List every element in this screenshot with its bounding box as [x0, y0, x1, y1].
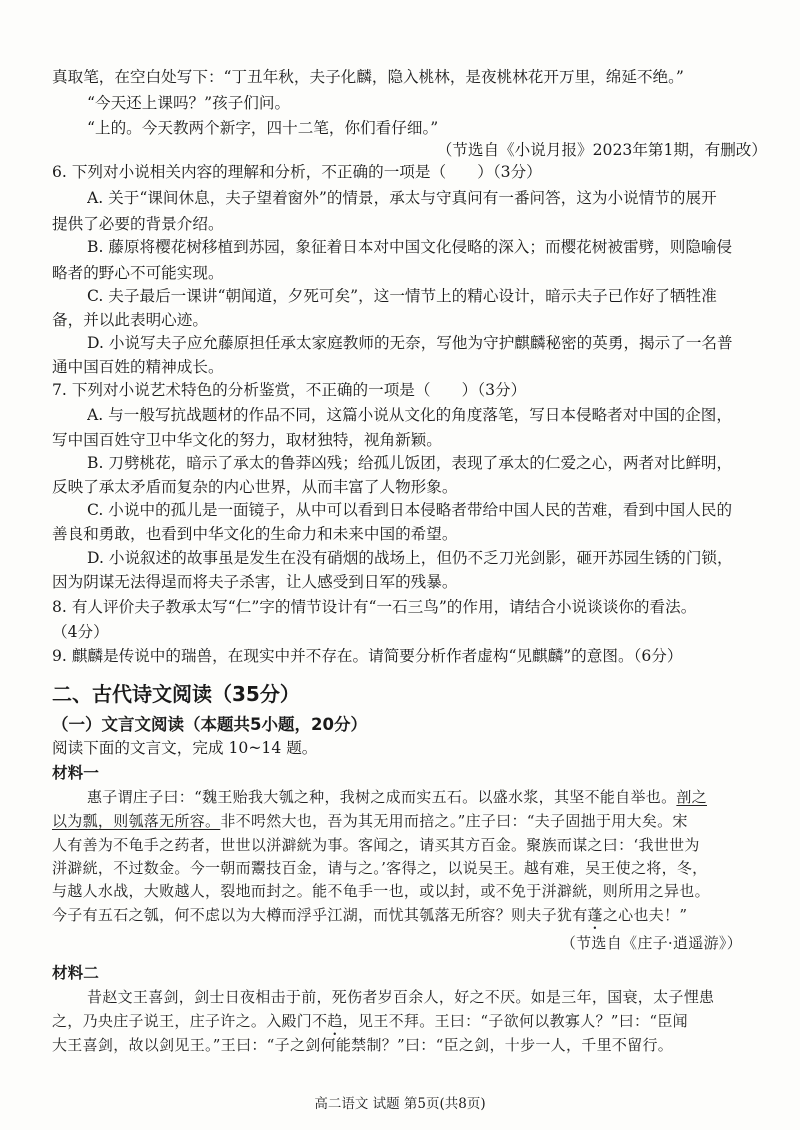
material-1-label: 材料一 — [52, 764, 99, 782]
text-span: 之心也夫！” — [602, 906, 688, 924]
text-span: 之，乃央庄子说王，庄子许之。入殿门不 — [52, 1012, 328, 1030]
material-2-label: 材料二 — [52, 964, 99, 982]
section-2-title: 二、古代诗文阅读（35分） — [52, 682, 300, 706]
material-1-line: 人有善为不龟手之药者，世世以洴澼絖为事。客闻之，请买其方百金。聚族而谋之曰：‘我世世为 — [52, 836, 700, 854]
q6-option-d: D. 小说写夫子应允藤原担任承太家庭教师的无奈，写他为守护麒麟秘密的英勇，揭示了一名普 — [87, 334, 733, 352]
story-line: “上的。今天教两个新字，四十二笔，你们看仔细。” — [87, 119, 439, 137]
material-1-line — [52, 810, 752, 832]
q7-option-b: B. 刀劈桃花，暗示了承太的鲁莽凶残；给孤儿饭团，表现了承太的仁爱之心，两者对比鲜明， — [87, 454, 733, 472]
text-span: ，见王不拜。王曰：“子欲何以教寡人？”曰：“臣闻 — [342, 1012, 688, 1030]
emphasized-character: 趋 — [327, 1012, 343, 1030]
q6-option-b: B. 藤原将樱花树移植到苏园，象征着日本对中国文化侵略的深入；而樱花树被雷劈，则隐喻侵 — [87, 238, 733, 256]
question-7-stem: 7. 下列对小说艺术特色的分析鉴赏，不正确的一项是（ ）（3分） — [52, 381, 527, 399]
q7-option-d: D. 小说叙述的故事虽是发生在没有硝烟的战场上，但仍不乏刀光剑影，砸开苏园生锈的门锁， — [87, 549, 733, 567]
question-8: 8. 有人评价夫子教承太写“仁”字的情节设计有“一石三鸟”的作用，请结合小说谈谈你的看法。 — [52, 598, 697, 616]
q6-option-b-cont: 略者的野心不可能实现。 — [52, 264, 224, 282]
story-line: 真取笔，在空白处写下：“丁丑年秋，夫子化麟，隐入桃林，是夜桃林花开万里，绵延不绝。” — [52, 68, 684, 86]
q6-option-a-cont: 提供了必要的背景介绍。 — [52, 215, 224, 233]
material-1-line — [52, 904, 752, 933]
story-line: “今天还上课吗？”孩子们问。 — [87, 94, 291, 112]
reading-instruction: 阅读下面的文言文，完成 10~14 题。 — [52, 739, 318, 757]
q6-option-d-cont: 通中国百姓的精神成长。 — [52, 358, 224, 376]
q7-option-d-cont: 因为阴谋无法得逞而将夫子杀害，让人感受到日军的残暴。 — [52, 573, 458, 591]
q7-option-c-cont: 善良和勇敢，也看到中华文化的生命力和未来中国的希望。 — [52, 525, 458, 543]
question-9: 9. 麒麟是传说中的瑞兽，在现实中并不存在。请简要分析作者虚构“见麒麟”的意图。（6分） — [52, 647, 683, 665]
page-footer: 高二语文 试题 第5页(共8页) — [314, 1096, 486, 1112]
material-1-line: 与越人水战，大败越人，裂地而封之。能不龟手一也，或以封，或不免于洴澼絖，则所用之异也。 — [52, 882, 710, 900]
subsection-title: （一）文言文阅读（本题共5小题，20分） — [52, 715, 367, 734]
material-1-line — [87, 786, 752, 808]
story-source: （节选自《小说月报》2023年第1期，有删改） — [436, 141, 767, 159]
material-2-line: 大王喜剑，故以剑见王。”王曰：“子之剑何能禁制？”曰：“臣之剑，十步一人，千里不留行。 — [52, 1036, 674, 1054]
text-span: 非不呺然大也，吾为其无用而掊之。”庄子曰：“夫子固拙于用大矣。宋 — [220, 812, 688, 830]
text-span: 今子有五石之瓠，何不虑以为大樽而浮乎江湖，而忧其瓠落无所容？则夫子犹有 — [52, 906, 588, 924]
underlined-sentence: 以为瓢，则瓠落无所容。 — [52, 812, 221, 830]
question-8-score: （4分） — [52, 623, 109, 641]
text-span: 惠子谓庄子曰：“魏王贻我大瓠之种，我树之成而实五石。以盛水浆，其坚不能自举也。 — [87, 788, 677, 806]
material-1-source: （节选自《庄子·逍遥游》） — [560, 934, 742, 952]
underlined-sentence: 剖之 — [676, 788, 707, 806]
q7-option-a: A. 与一般写抗战题材的作品不同，这篇小说从文化的角度落笔，写日本侵略者对中国的企图， — [87, 406, 732, 424]
q7-option-b-cont: 反映了承太矛盾而复杂的内心世界，从而丰富了人物形象。 — [52, 478, 458, 496]
q6-option-c: C. 夫子最后一课讲“朝闻道，夕死可矣”，这一情节上的精心设计，暗示夫子已作好了牺牲准 — [87, 287, 717, 305]
emphasized-character: 蓬 — [587, 906, 603, 924]
material-2-line: 昔赵文王喜剑，剑士日夜相击于前，死伤者岁百余人，好之不厌。如是三年，国衰，太子悝患 — [87, 988, 715, 1006]
q6-option-c-cont: 备，并以此表明心迹。 — [52, 311, 208, 329]
material-1-line: 洴澼絖，不过数金。今一朝而鬻技百金，请与之。’客得之，以说吴王。越有难，吴王使之将，冬， — [52, 859, 708, 877]
q6-option-a: A. 关于“课间休息，夫子望着窗外”的情景，承太与守真问有一番问答，这为小说情节的展开 — [87, 189, 717, 207]
q7-option-a-cont: 写中国百姓守卫中华文化的努力，取材独特，视角新颖。 — [52, 431, 442, 449]
q7-option-c: C. 小说中的孤儿是一面镜子，从中可以看到日本侵略者带给中国人民的苦难，看到中国人民的 — [87, 501, 733, 519]
question-6-stem: 6. 下列对小说相关内容的理解和分析，不正确的一项是（ ）（3分） — [52, 163, 542, 181]
